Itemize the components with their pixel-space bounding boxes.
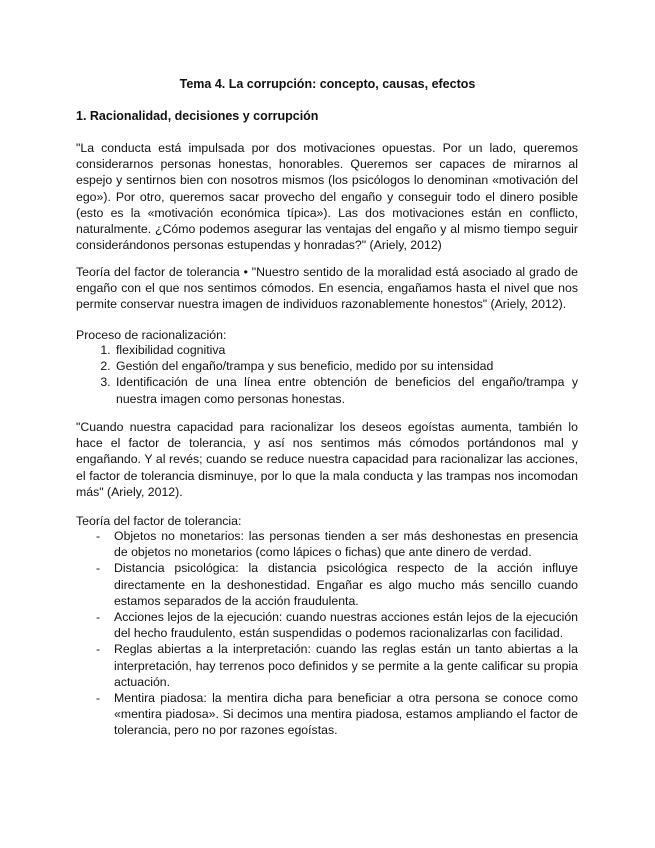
document-title: Tema 4. La corrupción: concepto, causas, efectos — [179, 77, 476, 91]
tolerance-factors-list — [76, 528, 578, 739]
process-steps-list — [76, 342, 578, 407]
process-label: Proceso de racionalización: — [76, 328, 227, 342]
tolerance-factors-label: Teoría del factor de tolerancia: — [76, 514, 242, 528]
list-item: 2. Gestión del engaño/trampa y sus beneficio, medido por su intensidad — [114, 358, 578, 374]
list-item: 3. Identificación de una línea entre obtención de beneficios del engaño/trampa y nuestra imagen como personas honestas. — [114, 374, 578, 406]
quote-paragraph-motivations: "La conducta está impulsada por dos motivaciones opuestas. Por un lado, queremos considerarnos personas honestas, honorables. Queremos ser capaces de mirarnos al espejo y sentirnos bien con nosotros mismos (los psicólogos lo denominan «motivación del ego»). Por otro, queremos sacar provecho del engaño y conseguir todo el dinero posible (esto es la «motivación económica típica»). Las dos motivaciones están en conflicto, naturalmente. ¿Cómo podemos asegurar las ventajas del engaño y al mismo tiempo seguir considerándonos personas estupendas y honradas?" (Ariely, 2012) — [76, 141, 578, 253]
list-item: - Reglas abiertas a la interpretación: cuando las reglas están un tanto abiertas a la interpretación, hay terrenos poco definidos y se permite a la gente calificar su propia actuación. — [76, 641, 578, 690]
list-item: 1. flexibilidad cognitiva — [114, 342, 578, 358]
list-item: - Distancia psicológica: la distancia psicológica respecto de la acción influye directamente en la deshonestidad. Engañar es algo mucho más sencillo cuando estamos separados de la acción fraudulenta. — [76, 560, 578, 609]
list-item: - Mentira piadosa: la mentira dicha para beneficiar a otra persona se conoce como «mentira piadosa». Si decimos una mentira piadosa, estamos ampliando el factor de tolerancia, pero no por razones egoístas. — [76, 690, 578, 739]
list-item: - Objetos no monetarios: las personas tienden a ser más deshonestas en presencia de objetos no monetarios (como lápices o fichas) que ante dinero de verdad. — [76, 528, 578, 560]
tolerance-theory-paragraph: Teoría del factor de tolerancia • "Nuestro sentido de la moralidad está asociado al grado de engaño con el que nos sentimos cómodos. En esencia, engañamos hasta el nivel que nos permite conservar nuestra imagen de individuos razonablemente honestos" (Ariely, 2012). — [76, 265, 578, 312]
list-item: - Acciones lejos de la ejecución: cuando nuestras acciones están lejos de la ejecución del hecho fraudulento, están suspendidas o podemos racionalizarlas con facilidad. — [76, 609, 578, 641]
quote-paragraph-rationalization: "Cuando nuestra capacidad para racionalizar los deseos egoístas aumenta, también lo hace el factor de tolerancia, y así nos sentimos más cómodos portándonos mal y engañando. Y al revés; cuando se reduce nuestra capacidad para racionalizar las acciones, el factor de tolerancia disminuye, por lo que la mala conducta y las trampas nos incomodan más" (Ariely, 2012). — [76, 420, 578, 499]
section-heading: 1. Racionalidad, decisiones y corrupción — [76, 109, 319, 123]
